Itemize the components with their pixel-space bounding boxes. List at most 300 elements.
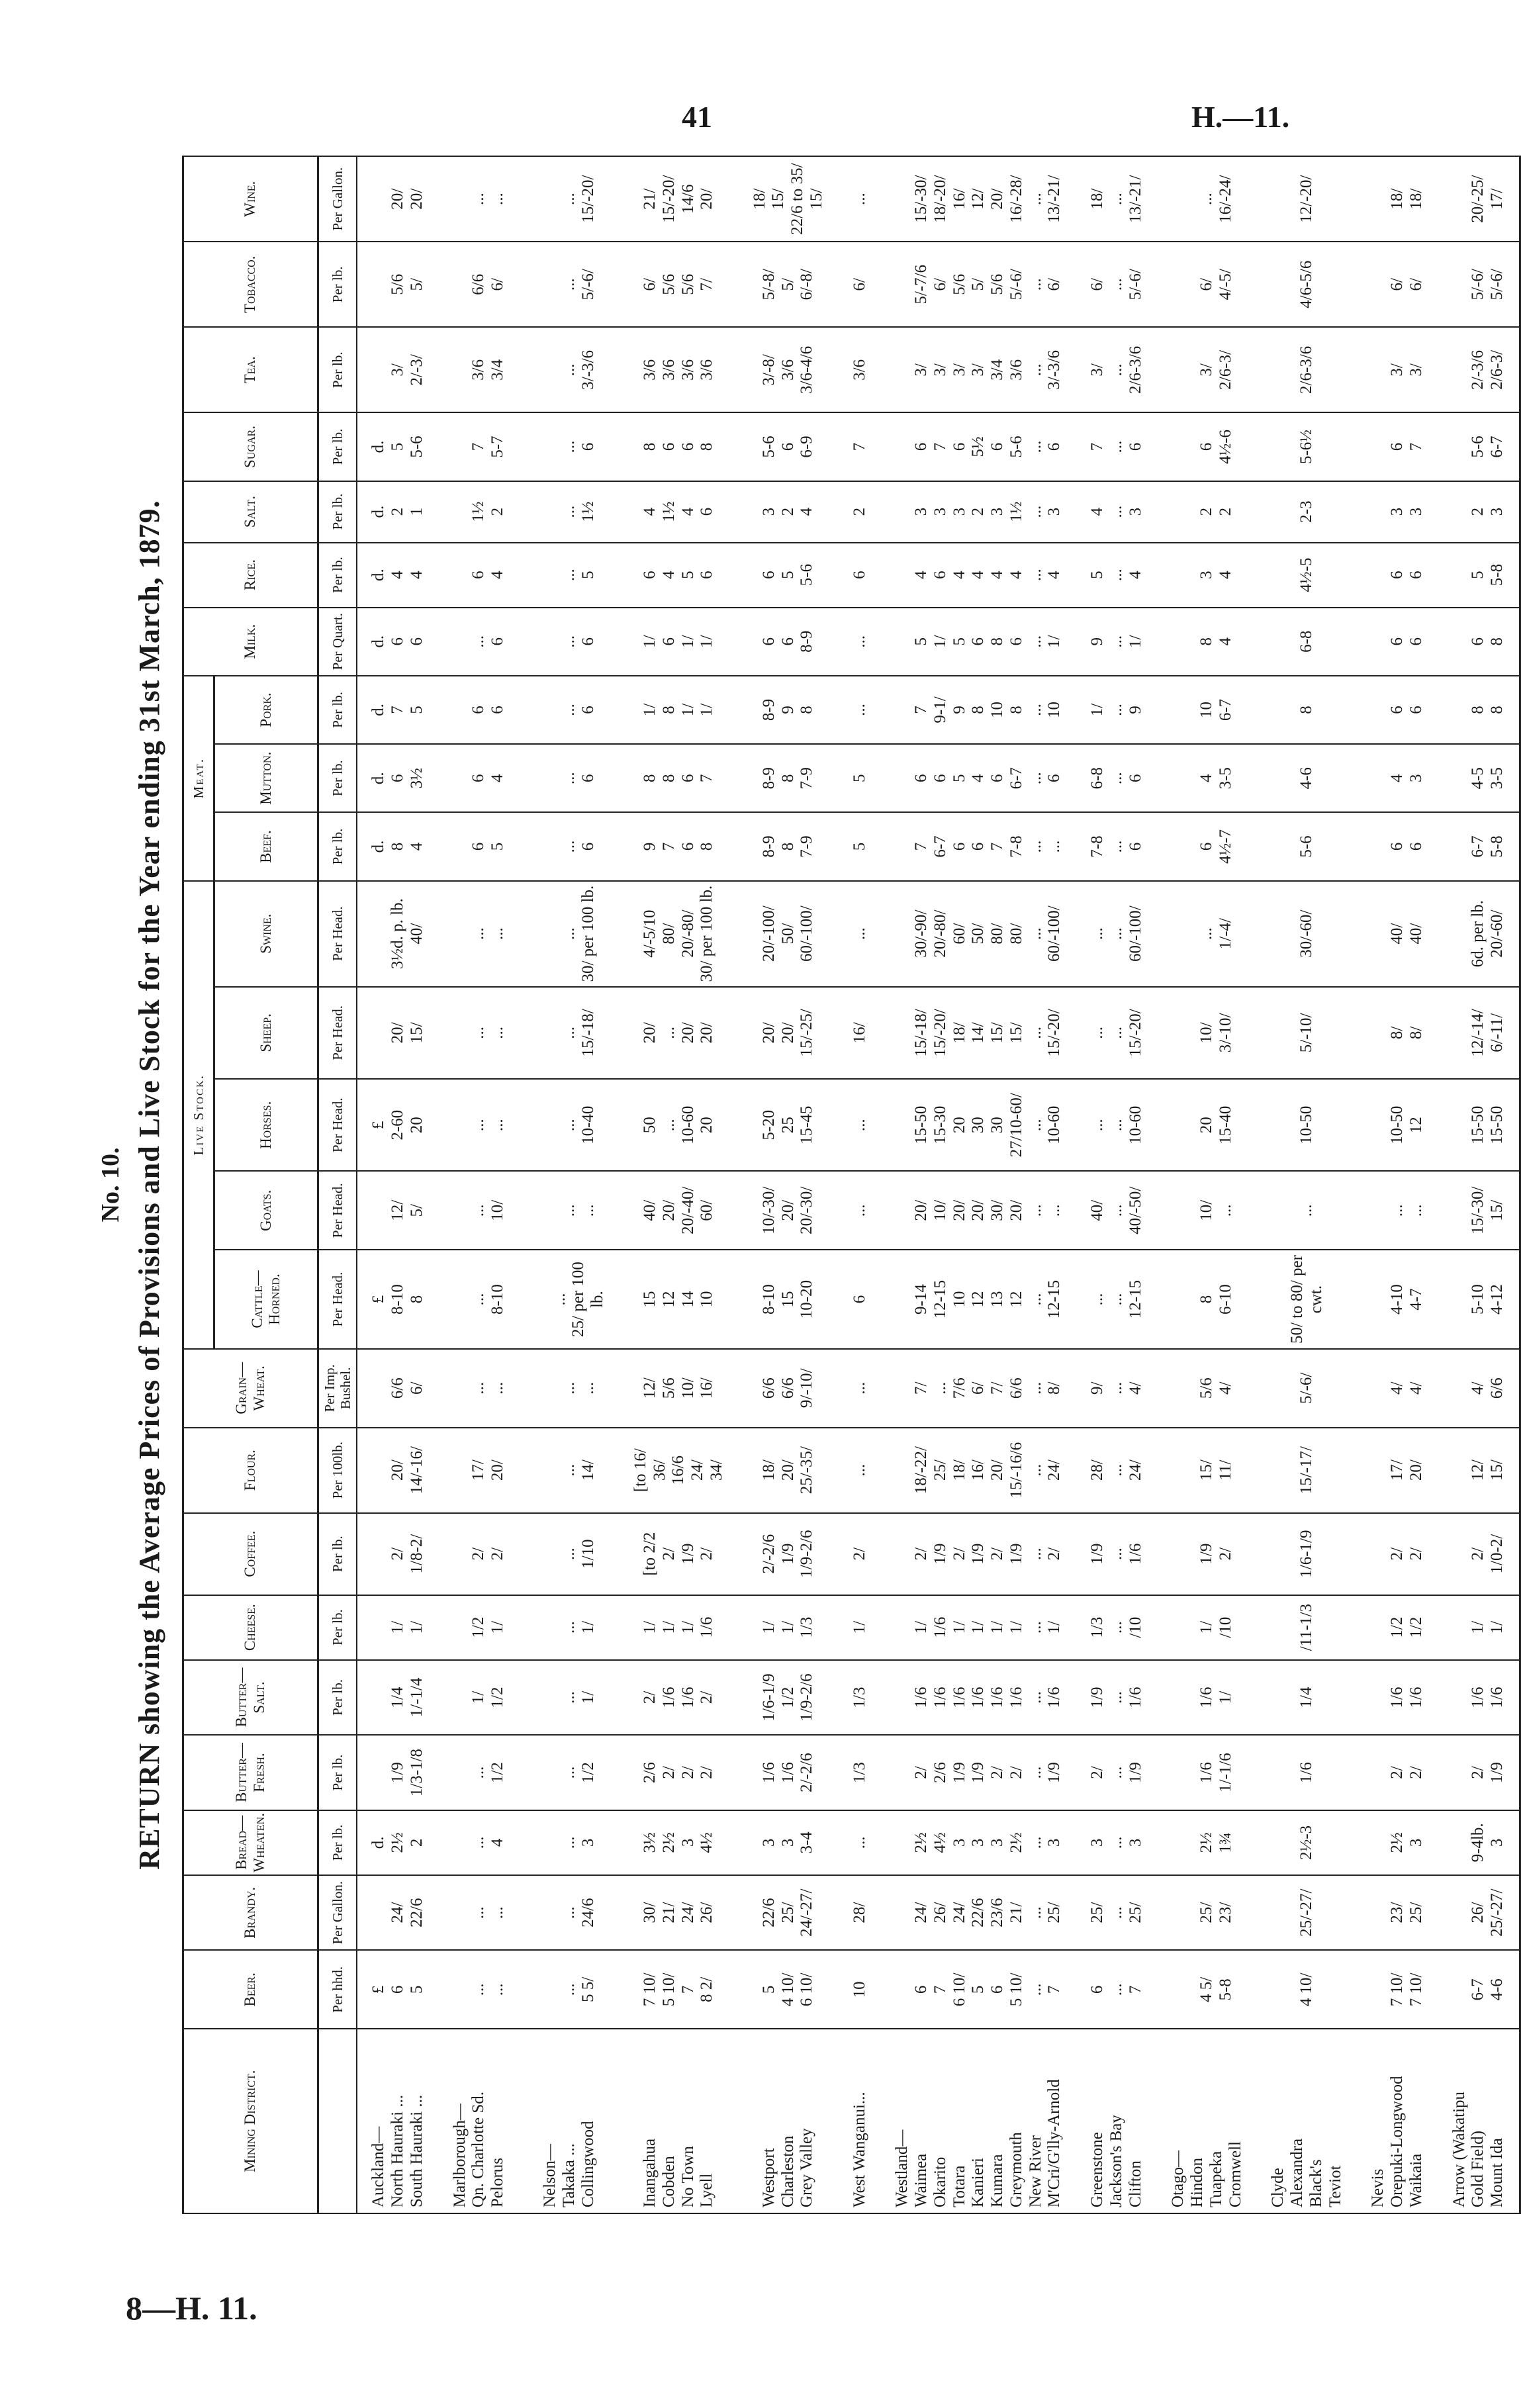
price-cell: 6/6 6/ bbox=[439, 242, 520, 327]
col-header-sugar: Sugar. bbox=[183, 412, 318, 481]
price-cell: 3/6 3/4 bbox=[439, 327, 520, 412]
price-cell: 5 1/ 5 6 8 6 ... 1/ bbox=[881, 608, 1076, 676]
unit-label: Per lb. bbox=[318, 1595, 357, 1660]
price-cell: 4 10/ bbox=[1257, 1950, 1357, 2029]
price-cell: 6 5 bbox=[439, 812, 520, 880]
price-cell: ... ... bbox=[439, 1875, 520, 1951]
price-cell: 30/-90/ 20/-80/ 60/ 50/ 80/ 80/ ... 60/-100/ bbox=[881, 881, 1076, 987]
price-cell: 21/ 15/-20/ 14/6 20/ bbox=[620, 156, 739, 242]
price-cell: 17/ 20/ bbox=[439, 1428, 520, 1513]
price-cell: 10 6-7 bbox=[1157, 676, 1257, 744]
price-cell: ... 1/2 bbox=[520, 1735, 620, 1810]
price-cell: 2½ 4½ 3 3 3 2½ ... 3 bbox=[881, 1810, 1076, 1875]
price-cell: 5/6 5/ bbox=[357, 242, 438, 327]
price-cell: 1/6 1/6 2/-2/6 bbox=[739, 1735, 839, 1810]
price-cell: ... bbox=[839, 156, 882, 242]
col-header-butter-salt: Butter—Salt. bbox=[183, 1660, 318, 1736]
table-row bbox=[357, 156, 438, 2213]
price-cell: 2/ ... 1/9 bbox=[1076, 1735, 1157, 1810]
price-cell: 50/ to 80/ per cwt. bbox=[1257, 1250, 1357, 1349]
price-cell: 18/ 20/ 25/-35/ bbox=[739, 1428, 839, 1513]
price-cell: 15/-17/ bbox=[1257, 1428, 1357, 1513]
price-cell: 6 bbox=[839, 543, 882, 608]
price-cell: ... ... 15/-20/ bbox=[1076, 987, 1157, 1079]
price-cell: 10-50 bbox=[1257, 1079, 1357, 1171]
price-cell: 5/-8/ 5/ 6/-8/ bbox=[739, 242, 839, 327]
unit-label: Per lb. bbox=[318, 1660, 357, 1736]
price-cell: 15/-30/ 15/ bbox=[1438, 1171, 1520, 1250]
unit-label: Per lb. bbox=[318, 412, 357, 481]
price-cell: 15-50 15-50 bbox=[1438, 1079, 1520, 1171]
price-cell: 1/6 bbox=[1257, 1735, 1357, 1810]
price-cell: 20/-100/ 50/ 60/-100/ bbox=[739, 881, 839, 987]
price-cell: 2/ 2/6 1/9 1/9 2/ 2/ ... 1/9 bbox=[881, 1735, 1076, 1810]
price-cell: 20/ 20/ bbox=[357, 156, 438, 242]
rotated-table-region bbox=[96, 156, 1506, 2214]
price-cell: 2 bbox=[839, 481, 882, 543]
price-cell: 6 8 bbox=[1438, 608, 1520, 676]
unit-label: Per Imp. Bushel. bbox=[318, 1349, 357, 1428]
price-cell: 18/ 15/ 22/6 to 35/ 15/ bbox=[739, 156, 839, 242]
price-cell: 25/-27/ bbox=[1257, 1875, 1357, 1951]
unit-label bbox=[318, 2029, 357, 2213]
price-cell: 5 ... 4 bbox=[1076, 543, 1157, 608]
price-cell: ... 1/ bbox=[520, 1595, 620, 1660]
price-cell: ... 1½ bbox=[520, 481, 620, 543]
price-cell: 1/ ... 9 bbox=[1076, 676, 1157, 744]
price-cell: 5/-6/ 5/-6/ bbox=[1438, 242, 1520, 327]
price-cell: 2-3 bbox=[1257, 481, 1357, 543]
price-cell: 6 7 6 5½ 6 5-6 ... 6 bbox=[881, 412, 1076, 481]
price-cell: ... ... bbox=[439, 881, 520, 987]
price-cell: 1/ bbox=[839, 1595, 882, 1660]
col-header-mutton: Mutton. bbox=[214, 744, 318, 812]
price-cell: 1/6 1/6 1/6 1/6 1/6 1/6 ... 1/6 bbox=[881, 1660, 1076, 1736]
price-cell: 2/ bbox=[839, 1513, 882, 1595]
price-cell: 2/ 2/ bbox=[1357, 1513, 1438, 1595]
price-cell: 15/ 11/ bbox=[1157, 1428, 1257, 1513]
price-cell: 6/ ... 5/-6/ bbox=[1076, 242, 1157, 327]
price-cell: 7 9-1/ 9 8 10 8 ... 10 bbox=[881, 676, 1076, 744]
price-cell: 2½ 3 bbox=[1357, 1810, 1438, 1875]
col-header-district: Mining District. bbox=[183, 2029, 318, 2213]
price-cell: 12/-14/ 6/-11/ bbox=[1438, 987, 1520, 1079]
price-cell: 3 3 bbox=[1357, 481, 1438, 543]
price-cell: 24/ 26/ 24/ 22/6 23/6 21/ ... 25/ bbox=[881, 1875, 1076, 1951]
price-cell: 30/ 21/ 24/ 26/ bbox=[620, 1875, 739, 1951]
price-cell: 4/ 6/6 bbox=[1438, 1349, 1520, 1428]
price-cell: d. 6 6 bbox=[357, 608, 438, 676]
price-cell: ... ... 12-15 bbox=[1076, 1250, 1157, 1349]
unit-label: Per lb. bbox=[318, 543, 357, 608]
table-row bbox=[520, 156, 620, 2213]
price-cell: ... 1/10 bbox=[520, 1513, 620, 1595]
page-number: 41 bbox=[682, 100, 712, 134]
price-cell: 6/6 6/ bbox=[357, 1349, 438, 1428]
price-cell: 8-9 8 7-9 bbox=[739, 812, 839, 880]
unit-label: Per lb. bbox=[318, 1810, 357, 1875]
unit-label: Per lb. bbox=[318, 812, 357, 880]
price-cell: 5-6 6 6-9 bbox=[739, 412, 839, 481]
unit-label: Per lb. bbox=[318, 481, 357, 543]
price-cell: ... 15/-20/ bbox=[520, 156, 620, 242]
price-cell: 12/ 15/ bbox=[1438, 1428, 1520, 1513]
table-title: RETURN showing the Average Prices of Provisions and Live Stock for the Year ending 31st March, 1879. bbox=[133, 500, 165, 1870]
col-header-wine: Wine. bbox=[183, 156, 318, 242]
price-cell: 40/ 20/ 20/-40/ 60/ bbox=[620, 1171, 739, 1250]
price-cell: 1/6 1/6 bbox=[1357, 1660, 1438, 1736]
col-header-bread: Bread—Wheaten. bbox=[183, 1810, 318, 1875]
document-reference: H.—11. bbox=[1191, 100, 1290, 134]
district-cell: Nevis Orepuki-Longwood Waikaia bbox=[1357, 2029, 1438, 2213]
price-cell: 6-7 4-6 bbox=[1438, 1950, 1520, 2029]
price-cell: 1/ 1/ bbox=[357, 1595, 438, 1660]
price-cell: 5-6 bbox=[1257, 812, 1357, 880]
price-cell: 5-6½ bbox=[1257, 412, 1357, 481]
price-cell: ... 6 bbox=[520, 676, 620, 744]
price-cell: 2½-3 bbox=[1257, 1810, 1357, 1875]
price-cell: 2/ 1/6 1/6 2/ bbox=[620, 1660, 739, 1736]
price-cell: 7 bbox=[839, 412, 882, 481]
price-cell: 30/-60/ bbox=[1257, 881, 1357, 987]
price-cell: ... bbox=[839, 1079, 882, 1171]
price-cell: 6 4 5 6 bbox=[620, 543, 739, 608]
price-cell: 3/6 bbox=[839, 327, 882, 412]
price-cell: 7-8 ... 6 bbox=[1076, 812, 1157, 880]
price-cell: 9 ... 1/ bbox=[1076, 608, 1157, 676]
price-cell: ... 8-10 bbox=[439, 1250, 520, 1349]
price-cell: 4/-5/10 80/ 20/-80/ 30/ per 100 lb. bbox=[620, 881, 739, 987]
col-header-rice: Rice. bbox=[183, 543, 318, 608]
unit-label: Per Gallon. bbox=[318, 156, 357, 242]
price-cell: ... ... 60/-100/ bbox=[1076, 881, 1157, 987]
price-cell: 2/ 1/8-2/ bbox=[357, 1513, 438, 1595]
price-cell: ... 6 bbox=[439, 608, 520, 676]
district-cell: Inangahua Cobden No Town Lyell bbox=[620, 2029, 739, 2213]
price-cell: ... 3 bbox=[520, 1810, 620, 1875]
price-cell: 40/ ... 40/-50/ bbox=[1076, 1171, 1157, 1250]
price-cell: 6 6 bbox=[1357, 812, 1438, 880]
price-cell: ... ... bbox=[439, 1950, 520, 2029]
price-cell: 8-9 9 8 bbox=[739, 676, 839, 744]
price-cell: 6-8 ... 6 bbox=[1076, 744, 1157, 812]
price-cell: 6 7 6 10/ 5 6 5 10/ ... 7 bbox=[881, 1950, 1076, 2029]
price-cell: 6-7 5-8 bbox=[1438, 812, 1520, 880]
price-cell: 7 5-7 bbox=[439, 412, 520, 481]
price-cell: £ 8-10 8 bbox=[357, 1250, 438, 1349]
price-cell: 2/-2/6 1/9 1/9-2/6 bbox=[739, 1513, 839, 1595]
price-cell: 3/ 3/ bbox=[1357, 327, 1438, 412]
price-cell: 3/6 3/6 3/6 3/6 bbox=[620, 327, 739, 412]
price-cell: 2/6-3/6 bbox=[1257, 327, 1357, 412]
price-cell: 12/ 5/6 10/ 16/ bbox=[620, 1349, 739, 1428]
price-cell: 50 ... 10-60 20 bbox=[620, 1079, 739, 1171]
price-cell: 12/-20/ bbox=[1257, 156, 1357, 242]
price-cell: 3 3 3 2 3 1½ ... 3 bbox=[881, 481, 1076, 543]
col-header-tobacco: Tobacco. bbox=[183, 242, 318, 327]
price-cell: 3/ 3/ 3/ 3/ 3/4 3/6 ... 3/-3/6 bbox=[881, 327, 1076, 412]
price-cell: d. 4 4 bbox=[357, 543, 438, 608]
price-cell: 20/ 14/-16/ bbox=[357, 1428, 438, 1513]
price-cell: 6 4 bbox=[439, 744, 520, 812]
price-cell: ... bbox=[839, 1428, 882, 1513]
price-cell: 5/6 4/ bbox=[1157, 1349, 1257, 1428]
price-cell: 6/ 5/6 5/6 7/ bbox=[620, 242, 739, 327]
price-cell: 4-10 4-7 bbox=[1357, 1250, 1438, 1349]
price-cell: 3 4 bbox=[1157, 543, 1257, 608]
price-cell: 1/4 bbox=[1257, 1660, 1357, 1736]
price-cell: ... 24/6 bbox=[520, 1875, 620, 1951]
price-cell: 1/6 1/-1/6 bbox=[1157, 1735, 1257, 1810]
price-cell: £ 6 5 bbox=[357, 1950, 438, 2029]
price-cell: 6 bbox=[839, 1250, 882, 1349]
price-cell: 1/2 1/2 bbox=[1357, 1595, 1438, 1660]
price-cell: 2/ 1/9 bbox=[1438, 1735, 1520, 1810]
col-header-horses: Horses. bbox=[214, 1079, 318, 1171]
price-cell: 6 4½-7 bbox=[1157, 812, 1257, 880]
col-header-pork: Pork. bbox=[214, 676, 318, 744]
price-cell: [to 16/ 36/ 16/6 24/ 34/ bbox=[620, 1428, 739, 1513]
price-cell: 6 4½-6 bbox=[1157, 412, 1257, 481]
price-cell: 1/ 8 1/ 1/ bbox=[620, 676, 739, 744]
price-cell: 1/ 1/ 1/ 1/6 bbox=[620, 1595, 739, 1660]
unit-label: Per Head. bbox=[318, 1079, 357, 1171]
price-cell: 1/9 1/3-1/8 bbox=[357, 1735, 438, 1810]
price-cell: 1/6-1/9 1/2 1/9-2/6 bbox=[739, 1660, 839, 1736]
price-cell: ... ... bbox=[439, 1349, 520, 1428]
price-cell: 6/6 6/6 9/-10/ bbox=[739, 1349, 839, 1428]
price-cell: 5 5-8 bbox=[1438, 543, 1520, 608]
price-cell: 6 6 bbox=[1357, 608, 1438, 676]
price-cell: 5-20 25 15-45 bbox=[739, 1079, 839, 1171]
unit-label: Per lb. bbox=[318, 242, 357, 327]
price-cell: ... 5 bbox=[520, 543, 620, 608]
col-header-swine: Swine. bbox=[214, 881, 318, 987]
table-row bbox=[1157, 156, 1257, 2213]
price-cell: 9/ ... 4/ bbox=[1076, 1349, 1157, 1428]
price-cell: 18/ ... 13/-21/ bbox=[1076, 156, 1157, 242]
price-cell: 17/ 20/ bbox=[1357, 1428, 1438, 1513]
price-cell: 2/ 1/9 2/ 1/9 2/ 1/9 ... 2/ bbox=[881, 1513, 1076, 1595]
price-cell: d. 6 3½ bbox=[357, 744, 438, 812]
price-cell: 7/ ... 7/6 6/ 7/ 6/6 ... 8/ bbox=[881, 1349, 1076, 1428]
price-cell: 16/ bbox=[839, 987, 882, 1079]
table-row bbox=[1257, 156, 1357, 2213]
price-cell: ... 5 5/ bbox=[520, 1950, 620, 2029]
price-cell: 4-5 3-5 bbox=[1438, 744, 1520, 812]
unit-label: Per Head. bbox=[318, 1250, 357, 1349]
price-cell: 1/3 bbox=[839, 1735, 882, 1810]
price-cell: ... 30/ per 100 lb. bbox=[520, 881, 620, 987]
district-cell: Arrow (Wakatipu Gold Field) Mount Ida bbox=[1438, 2029, 1520, 2213]
price-cell: 15 12 14 10 bbox=[620, 1250, 739, 1349]
col-header-brandy: Brandy. bbox=[183, 1875, 318, 1951]
price-cell: ... ... bbox=[439, 987, 520, 1079]
price-cell: 20/-25/ 17/ bbox=[1438, 156, 1520, 242]
price-cell: ... bbox=[1257, 1171, 1357, 1250]
price-cell: 8 bbox=[1257, 676, 1357, 744]
table-row bbox=[620, 156, 739, 2213]
col-header-butter-fresh: Butter—Fresh. bbox=[183, 1735, 318, 1810]
table-number: No. 10. bbox=[97, 1147, 124, 1223]
price-cell: ... ... bbox=[439, 156, 520, 242]
price-cell: 15/-18/ 15/-20/ 18/ 14/ 15/ 15/ ... 15/-20/ bbox=[881, 987, 1076, 1079]
price-cell: 5 bbox=[839, 744, 882, 812]
price-cell: 5-10 4-12 bbox=[1438, 1250, 1520, 1349]
price-cell: 7 10/ 5 10/ 7 8 2/ bbox=[620, 1950, 739, 2029]
price-cell: 8 8 6 7 bbox=[620, 744, 739, 812]
price-cell: 8 8 bbox=[1438, 676, 1520, 744]
price-cell: 6-8 bbox=[1257, 608, 1357, 676]
unit-label: Per Head. bbox=[318, 881, 357, 987]
price-cell: d. 5 5-6 bbox=[357, 412, 438, 481]
price-cell: 25/ ... 25/ bbox=[1076, 1875, 1157, 1951]
price-cell: 22/6 25/ 24/-27/ bbox=[739, 1875, 839, 1951]
price-cell: 2/ 2/ bbox=[439, 1513, 520, 1595]
price-cell: 6/ bbox=[839, 242, 882, 327]
unit-label: Per Quart. bbox=[318, 608, 357, 676]
price-cell: 5 4 10/ 6 10/ bbox=[739, 1950, 839, 2029]
table-row bbox=[1357, 156, 1438, 2213]
price-cell: ... bbox=[839, 1349, 882, 1428]
price-cell: 4 3-5 bbox=[1157, 744, 1257, 812]
price-cell: 1/ 1/6 1/ 1/ 1/ 1/ ... 1/ bbox=[881, 1595, 1076, 1660]
col-header-cattle: Cattle—Horned. bbox=[214, 1250, 318, 1349]
col-header-tea: Tea. bbox=[183, 327, 318, 412]
district-cell: Westport Charleston Grey Valley bbox=[739, 2029, 839, 2213]
price-cell: 8/ 8/ bbox=[1357, 987, 1438, 1079]
price-cell: [to 2/2 2/ 1/9 2/ bbox=[620, 1513, 739, 1595]
price-cell: 10-50 12 bbox=[1357, 1079, 1438, 1171]
price-cell: 4/6-5/6 bbox=[1257, 242, 1357, 327]
group-header-live-stock: Live Stock. bbox=[183, 881, 214, 1349]
district-cell: Auckland— North Hauraki ... South Hauraki ... bbox=[357, 2029, 438, 2213]
unit-label: Per hhd. bbox=[318, 1950, 357, 2029]
price-cell: 2½ 1¾ bbox=[1157, 1810, 1257, 1875]
price-cell: 20 15-40 bbox=[1157, 1079, 1257, 1171]
unit-label: Per lb. bbox=[318, 327, 357, 412]
price-cell: d. 8 4 bbox=[357, 812, 438, 880]
price-cell: 3½ 2½ 3 4½ bbox=[620, 1810, 739, 1875]
unit-label: Per lb. bbox=[318, 744, 357, 812]
unit-label: Per Gallon. bbox=[318, 1875, 357, 1951]
price-cell: £ 2-60 20 bbox=[357, 1079, 438, 1171]
price-cell: ... 15/-18/ bbox=[520, 987, 620, 1079]
price-cell: 6 6 bbox=[1357, 676, 1438, 744]
price-cell: 6 6 bbox=[439, 676, 520, 744]
price-cell: 1/2 1/ bbox=[439, 1595, 520, 1660]
price-cell: 3/ ... 2/6-3/6 bbox=[1076, 327, 1157, 412]
table-row bbox=[439, 156, 520, 2213]
price-cell: 6/ 6/ bbox=[1357, 242, 1438, 327]
price-cell: 9-4lb. 3 bbox=[1438, 1810, 1520, 1875]
price-cell: ... 1/ bbox=[520, 1660, 620, 1736]
unit-label: Per Head. bbox=[318, 987, 357, 1079]
price-cell: 4 6 4 4 4 4 ... 4 bbox=[881, 543, 1076, 608]
col-header-coffee: Coffee. bbox=[183, 1513, 318, 1595]
district-cell: Marlborough— Qn. Charlotte Sd. Pelorus bbox=[439, 2029, 520, 2213]
price-cell: ... 5/-6/ bbox=[520, 242, 620, 327]
price-cell: 4½-5 bbox=[1257, 543, 1357, 608]
price-cell: 20/ 15/ bbox=[357, 987, 438, 1079]
price-cell: 4-6 bbox=[1257, 744, 1357, 812]
unit-label: Per lb. bbox=[318, 1735, 357, 1810]
price-cell: 3/ 2/6-3/ bbox=[1157, 327, 1257, 412]
price-cell: 2 3 bbox=[1438, 481, 1520, 543]
col-header-beef: Beef. bbox=[214, 812, 318, 880]
price-cell: 5/-7/6 6/ 5/6 5/ 5/6 5/-6/ ... 6/ bbox=[881, 242, 1076, 327]
price-cell: 8-10 15 10-20 bbox=[739, 1250, 839, 1349]
price-cell: 1/ 1/ 1/3 bbox=[739, 1595, 839, 1660]
col-header-cheese: Cheese. bbox=[183, 1595, 318, 1660]
price-cell: 1/4 1/-1/4 bbox=[357, 1660, 438, 1736]
price-cell: 6 ... 7 bbox=[1076, 1950, 1157, 2029]
price-cell: ... 1/2 bbox=[439, 1735, 520, 1810]
price-cell: ... bbox=[839, 1810, 882, 1875]
price-cell: 26/ 25/-27/ bbox=[1438, 1875, 1520, 1951]
col-header-grain-wheat: Grain—Wheat. bbox=[183, 1349, 318, 1428]
price-cell: 1/9 2/ bbox=[1157, 1513, 1257, 1595]
district-cell: Otago— Hindon Tuapeka Cromwell bbox=[1157, 2029, 1257, 2213]
price-cell: 1/6 1/ bbox=[1157, 1660, 1257, 1736]
price-cell: 40/ 40/ bbox=[1357, 881, 1438, 987]
price-cell: ... bbox=[839, 676, 882, 744]
price-cell: 1/ 1/2 bbox=[439, 1660, 520, 1736]
price-cell: ... ... bbox=[520, 1171, 620, 1250]
price-cell: 28/ bbox=[839, 1875, 882, 1951]
price-cell: 6d. per lb. 20/-60/ bbox=[1438, 881, 1520, 987]
price-cell: 28/ ... 24/ bbox=[1076, 1428, 1157, 1513]
price-cell: 4/ 4/ bbox=[1357, 1349, 1438, 1428]
price-cell: 2 2 bbox=[1157, 481, 1257, 543]
col-header-sheep: Sheep. bbox=[214, 987, 318, 1079]
price-cell: 3½d. p. lb. 40/ bbox=[357, 881, 438, 987]
price-cell: 8 6-10 bbox=[1157, 1250, 1257, 1349]
price-cell: 3/-8/ 3/6 3/6-4/6 bbox=[739, 327, 839, 412]
price-cell: 4 3 bbox=[1357, 744, 1438, 812]
price-cell: 8 6 6 8 bbox=[620, 412, 739, 481]
district-cell: Clyde Alexandra Black's Teviot bbox=[1257, 2029, 1357, 2213]
table-row bbox=[881, 156, 1076, 2213]
price-cell: 4 ... 3 bbox=[1076, 481, 1157, 543]
price-cell: 6 6 bbox=[1357, 543, 1438, 608]
price-cell: 6 5 5-6 bbox=[739, 543, 839, 608]
price-cell: ... bbox=[839, 881, 882, 987]
price-cell: 1/3 ... /10 bbox=[1076, 1595, 1157, 1660]
price-cell: 5/-10/ bbox=[1257, 987, 1357, 1079]
price-cell: ... 3/-3/6 bbox=[520, 327, 620, 412]
price-cell: ... 14/ bbox=[520, 1428, 620, 1513]
price-cell: /11-1/3 bbox=[1257, 1595, 1357, 1660]
price-cell: 6 6 5 4 6 6-7 ... 6 bbox=[881, 744, 1076, 812]
price-cell: 1/9 ... 1/6 bbox=[1076, 1513, 1157, 1595]
district-cell: West Wanganui... bbox=[839, 2029, 882, 2213]
price-cell: 3 2 4 bbox=[739, 481, 839, 543]
price-cell: ... ... bbox=[1357, 1171, 1438, 1250]
table-row bbox=[1438, 156, 1520, 2213]
price-cell: 20/ ... 20/ 20/ bbox=[620, 987, 739, 1079]
price-cell: 10 bbox=[839, 1950, 882, 2029]
price-cell: d. 2 1 bbox=[357, 481, 438, 543]
price-cell: ... 16/-24/ bbox=[1157, 156, 1257, 242]
price-cell: 5 bbox=[839, 812, 882, 880]
price-cell: 10/ 3/-10/ bbox=[1157, 987, 1257, 1079]
price-cell: 12/ 5/ bbox=[357, 1171, 438, 1250]
price-cell: 18/ 18/ bbox=[1357, 156, 1438, 242]
price-cell: 2/-3/6 2/6-3/ bbox=[1438, 327, 1520, 412]
price-cell: 3 ... 3 bbox=[1076, 1810, 1157, 1875]
price-cell: 6/ 4/-5/ bbox=[1157, 242, 1257, 327]
